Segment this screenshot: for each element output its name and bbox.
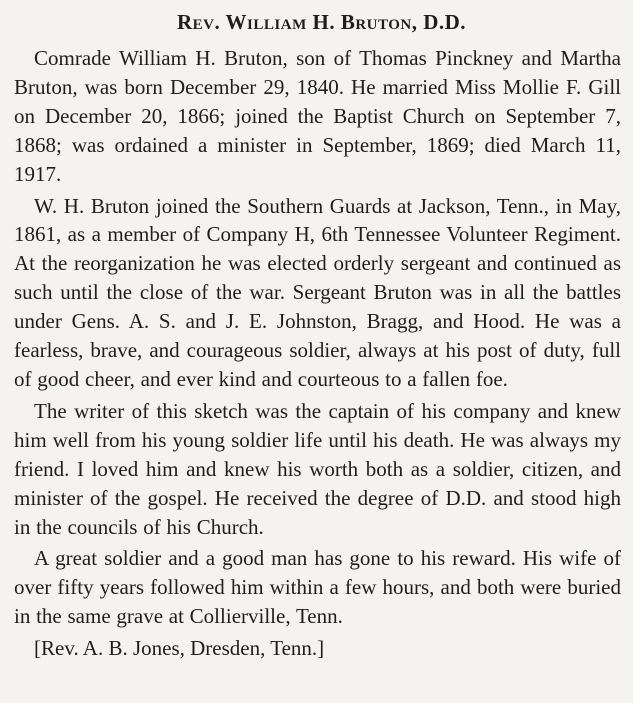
article-title: Rev. William H. Bruton, D.D. (176, 10, 467, 34)
paragraph-biography: Comrade William H. Bruton, son of Thomas Pinckney and Martha Bruton, was born December 29, 1840. He married Miss Mollie F. Gill on December 20, 1866; joined the Baptist Church on September 7, 1868; was ordained a minister in September, 1869; died March 11, 1917. (14, 46, 621, 186)
author-signature: [Rev. A. B. Jones, Dresden, Tenn.] (34, 636, 325, 661)
paragraph-writer-recollection: The writer of this sketch was the captain of his company and knew him well from his young soldier life until his death. He was always my friend. I loved him and knew his worth both as a soldier, citizen, and minister of the gospel. He received the degree of D.D. and stood high in the councils of his Church. (14, 398, 621, 539)
paragraph-military-service: W. H. Bruton joined the Southern Guards at Jackson, Tenn., in May, 1861, as a member of Company H, 6th Tennessee Volunteer Regiment. At the reorganization he was elected orderly sergeant and continued as such until the close of the war. Sergeant Bruton was in all the battles under Gens. A. S. and J. E. Johnston, Bragg, and Hood. He was a fearless, brave, and courageous soldier, always at his post of duty, full of good cheer, and ever kind and courteous to a fallen foe. (14, 193, 621, 391)
paragraph-closing: A great soldier and a good man has gone to his reward. His wife of over fifty years followed him within a few hours, and both were buried in the same grave at Collierville, Tenn. (14, 546, 621, 629)
